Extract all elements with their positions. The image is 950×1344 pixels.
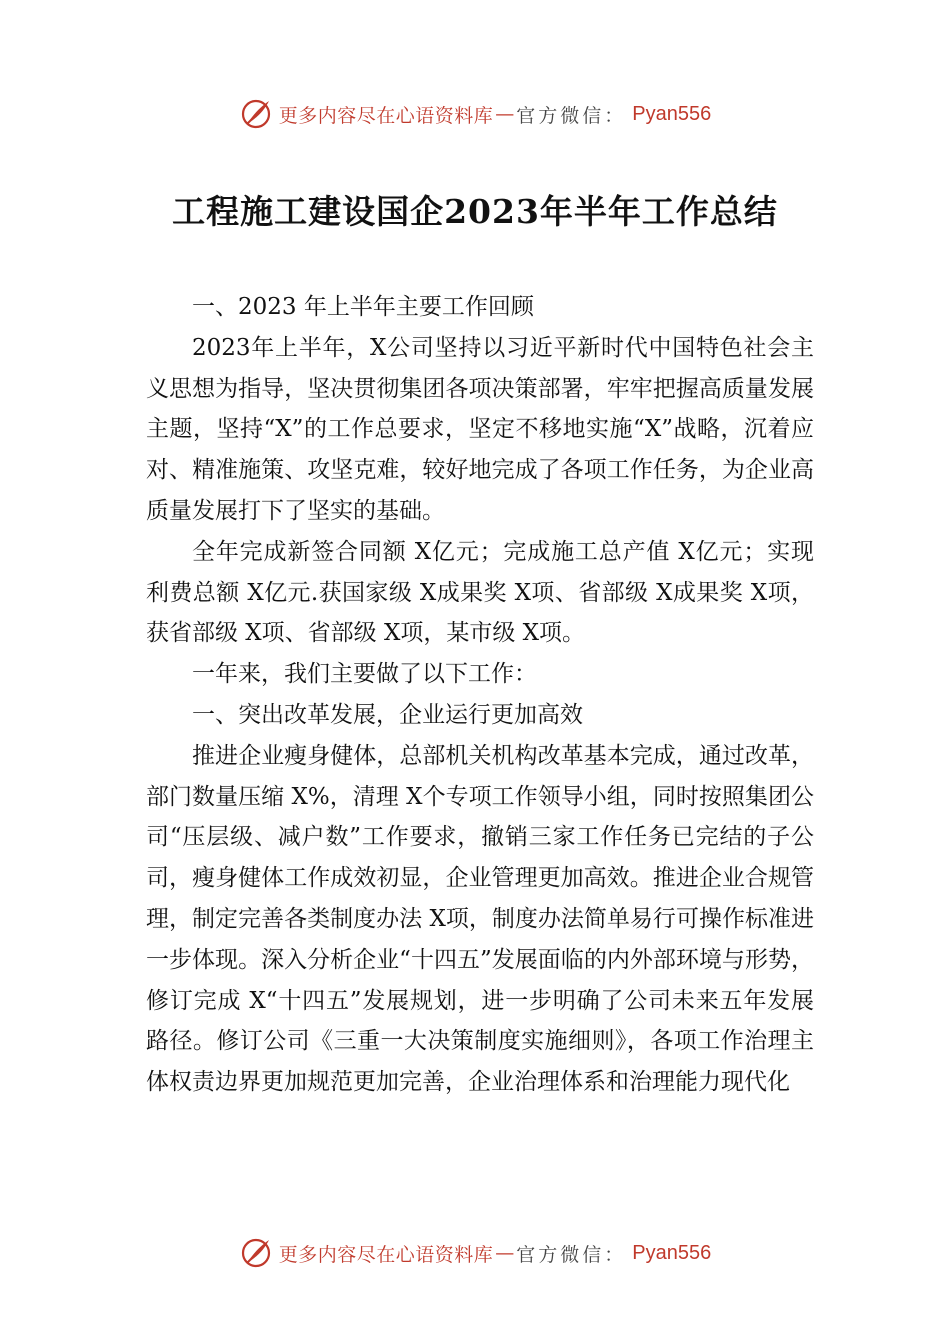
watermark-text: 更多内容尽在心语资料库 <box>278 104 494 127</box>
watermark-text: 更多内容尽在心语资料库 <box>278 1243 494 1266</box>
watermark-wechat-id: Pyan556 <box>632 102 712 125</box>
quill-logo-icon <box>239 97 273 131</box>
body-paragraph: 2023年上半年，X公司坚持以习近平新时代中国特色社会主义思想为指导，坚决贯彻集团各项决策部署，牢牢把握高质量发展主题，坚持“X”的工作总要求，坚定不移地实施“X”战略，沉着应对、精准施策、攻坚克难，较好地完成了各项工作任务，为企业高质量发展打下了坚实的基础。 <box>146 334 814 524</box>
watermark-label: 官方微信： <box>516 104 627 127</box>
watermark-wechat-id: Pyan556 <box>632 1241 712 1264</box>
header-watermark <box>0 94 950 134</box>
body-paragraph: 推进企业瘦身健体，总部机关机构改革基本完成，通过改革，部门数量压缩 X%，清理 X个专项工作领导小组，同时按照集团公司“压层级、减户数”工作要求，撤销三家工作任务已完结的子公司，瘦身健体工作成效初显，企业管理更加高效。推进企业合规管理，制定完善各类制度办法 X项，制度办法简单易行可操作标准进一步体现。深入分析企业“十四五”发展面临的内外部环境与形势，修订完成 X“十四五”发展规划，进一步明确了公司未来五年发展路径。修订公司《三重一大决策制度实施细则》，各项工作治理主体权责边界更加规范更加完善，企业治理体系和治理能力现代化 <box>146 742 814 1096</box>
watermark-dash: — <box>495 103 515 125</box>
section-heading: 一、突出改革发展，企业运行更加高效 <box>192 701 583 728</box>
watermark-label: 官方微信： <box>516 1243 627 1266</box>
body-paragraph: 全年完成新签合同额 X亿元；完成施工总产值 X亿元；实现利费总额 X亿元.获国家级 X成果奖 X项、省部级 X成果奖 X项，获省部级 X项、省部级 X项，某市级 X项。 <box>146 538 814 647</box>
footer-watermark <box>0 1233 950 1273</box>
watermark-dash: — <box>495 1242 515 1264</box>
body-paragraph: 一年来，我们主要做了以下工作： <box>192 661 537 688</box>
quill-logo-icon <box>239 1236 273 1270</box>
document-body <box>146 287 814 1103</box>
document-title: 工程施工建设国企2023年半年工作总结 <box>172 192 778 231</box>
section-heading: 一、2023 年上半年主要工作回顾 <box>192 294 534 320</box>
